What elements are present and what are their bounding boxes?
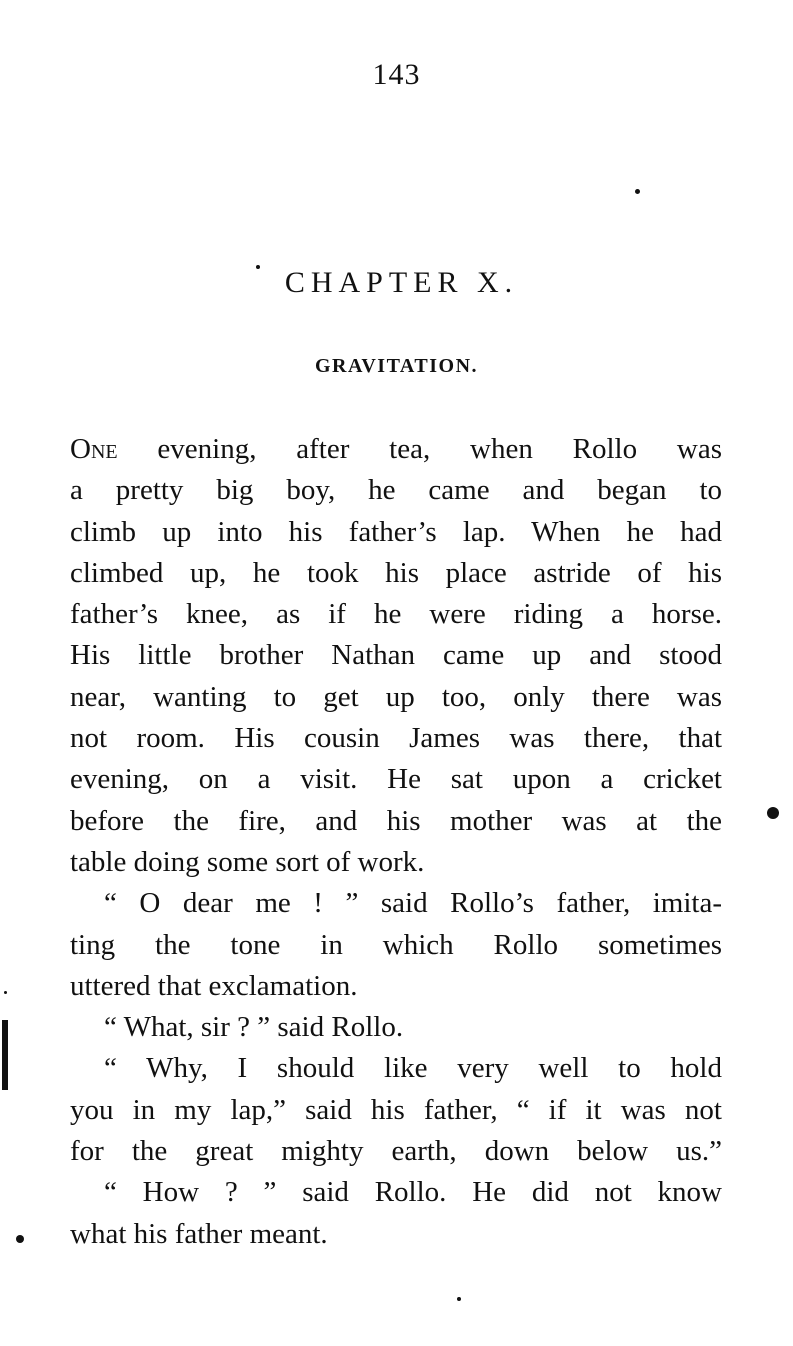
text-line-rest: evening, after tea, when Rollo was xyxy=(117,433,722,465)
text-line: before the fire, and his mother was at the xyxy=(70,804,722,837)
text-line: a pretty big boy, he came and began to xyxy=(70,474,722,507)
scan-speck xyxy=(767,807,779,819)
scan-speck xyxy=(4,991,7,994)
text-line xyxy=(70,429,722,470)
text-line: for the great mighty earth, down below us.” xyxy=(70,1135,722,1168)
text-line: table doing some sort of work. xyxy=(70,845,425,878)
text-line: uttered that exclamation. xyxy=(70,969,358,1002)
text-line: father’s knee, as if he were riding a horse. xyxy=(70,598,722,631)
scan-speck xyxy=(457,1297,461,1301)
drop-word: One xyxy=(70,433,118,465)
text-line: what his father meant. xyxy=(70,1217,328,1250)
scan-speck xyxy=(635,189,640,194)
scan-speck xyxy=(256,265,260,269)
page-number: 143 xyxy=(372,58,421,91)
section-heading: GRAVITATION. xyxy=(314,355,479,377)
text-line: evening, on a visit. He sat upon a cricket xyxy=(70,763,722,796)
text-line: “ O dear me ! ” said Rollo’s father, imita- xyxy=(104,887,722,920)
chapter-heading: CHAPTER X. xyxy=(284,266,519,299)
scan-margin-bar xyxy=(2,1020,8,1090)
text-line: His little brother Nathan came up and stood xyxy=(70,639,722,672)
text-line: climb up into his father’s lap. When he had xyxy=(70,515,722,548)
text-line: climbed up, he took his place astride of his xyxy=(70,556,722,589)
text-line: “ Why, I should like very well to hold xyxy=(104,1052,722,1085)
text-line: you in my lap,” said his father, “ if it was not xyxy=(70,1093,722,1126)
text-line: near, wanting to get up too, only there was xyxy=(70,680,722,713)
text-line: “ What, sir ? ” said Rollo. xyxy=(104,1011,404,1044)
body-text xyxy=(70,429,722,1255)
scan-speck xyxy=(16,1235,24,1243)
text-line: ting the tone in which Rollo sometimes xyxy=(70,928,722,961)
text-line: not room. His cousin James was there, that xyxy=(70,722,722,755)
text-line: “ How ? ” said Rollo. He did not know xyxy=(104,1176,722,1209)
